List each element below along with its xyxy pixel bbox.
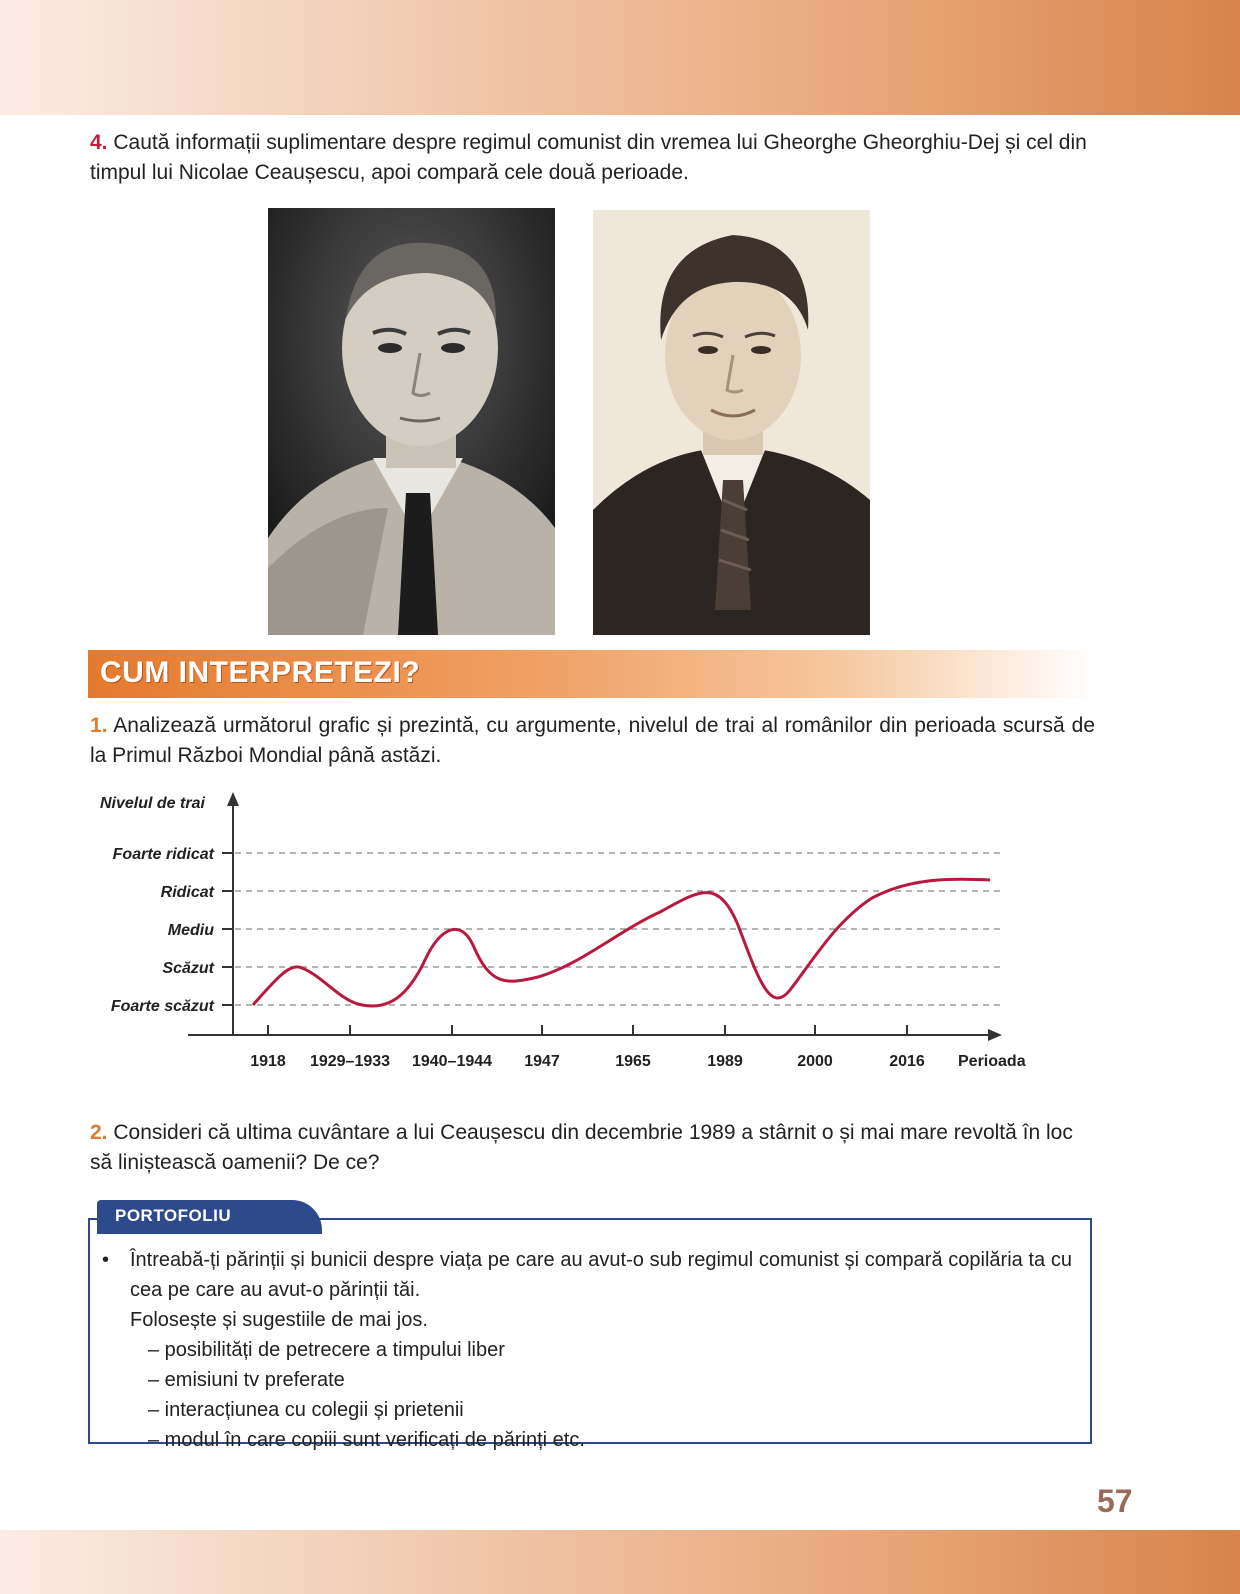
- chart-x-tick-label: 1940–1944: [411, 1053, 493, 1070]
- chart-x-tick-label: 1965: [615, 1053, 651, 1070]
- portfolio-text: Întreabă-ți părinții și bunicii despre viața pe care au avut-o sub regimul comunist și compară copilăria ta cu cea pe care au avut-o părinții tăi.: [130, 1249, 1072, 1301]
- chart-x-tick-label: 1918: [250, 1053, 286, 1070]
- portfolio-item: – modul în care copiii sunt verificați de părinți etc.: [148, 1429, 585, 1451]
- chart-y-tick-label: Mediu: [167, 922, 214, 939]
- footer-band: [0, 1530, 1240, 1594]
- chart-x-axis-label: Perioada: [958, 1053, 1026, 1070]
- photo-ceausescu: [593, 210, 870, 635]
- chart-y-axis-arrow: [227, 792, 239, 806]
- chart-x-tick-label: 1989: [707, 1053, 743, 1070]
- chart-x-tick-label: 1947: [524, 1053, 560, 1070]
- section-title: CUM INTERPRETEZI?: [100, 656, 421, 689]
- portfolio-label: PORTOFOLIU: [115, 1206, 232, 1225]
- task-2-text: Consideri că ultima cuvântare a lui Ceaușescu din decembrie 1989 a stârnit o și mai mare revoltă în loc să liniștească oamenii? De ce?: [90, 1121, 1073, 1174]
- portfolio-hint: Folosește și sugestiile de mai jos.: [130, 1309, 428, 1331]
- task-1-number: 1.: [90, 714, 108, 737]
- photo-gheorghiu-dej: [268, 208, 555, 635]
- task-4-number: 4.: [90, 131, 108, 154]
- section-banner: [88, 650, 1093, 698]
- header-band: [0, 0, 1240, 115]
- chart-series-line: [253, 879, 990, 1006]
- portfolio-item: – emisiuni tv preferate: [148, 1369, 345, 1391]
- chart-x-axis-arrow: [988, 1029, 1002, 1041]
- chart-y-tick-label: Foarte ridicat: [112, 846, 214, 863]
- living-standard-chart: [90, 790, 1050, 1090]
- task-4-text: Caută informații suplimentare despre regimul comunist din vremea lui Gheorghe Gheorghiu-Dej și cel din timpul lui Nicolae Ceaușescu, apoi compară cele două perioade.: [90, 131, 1087, 184]
- portfolio-content: [102, 1245, 1072, 1455]
- task-2: [90, 1118, 1095, 1178]
- chart-y-axis-label: Nivelul de trai: [100, 795, 205, 812]
- chart-x-tick-label: 2016: [889, 1053, 925, 1070]
- task-2-number: 2.: [90, 1121, 108, 1144]
- task-1: [90, 711, 1095, 771]
- task-4: [90, 128, 1095, 188]
- chart-y-tick-label: Foarte scăzut: [110, 998, 214, 1015]
- page-number: 57: [1097, 1483, 1133, 1519]
- chart-x-tick-label: 1929–1933: [309, 1053, 391, 1070]
- portfolio-tab: [97, 1200, 322, 1234]
- portfolio-item: – interacțiunea cu colegii și prietenii: [148, 1399, 464, 1421]
- task-1-text: Analizează următorul grafic și prezintă, cu argumente, nivelul de trai al românilor din perioada scursă de la Primul Război Mondial până astăzi.: [90, 714, 1095, 767]
- chart-x-tick-label: 2000: [797, 1053, 833, 1070]
- portfolio-item: – posibilități de petrecere a timpului liber: [148, 1339, 505, 1361]
- chart-y-tick-label: Scăzut: [162, 960, 214, 977]
- bullet-icon: •: [102, 1249, 110, 1271]
- chart-y-tick-label: Ridicat: [160, 884, 214, 901]
